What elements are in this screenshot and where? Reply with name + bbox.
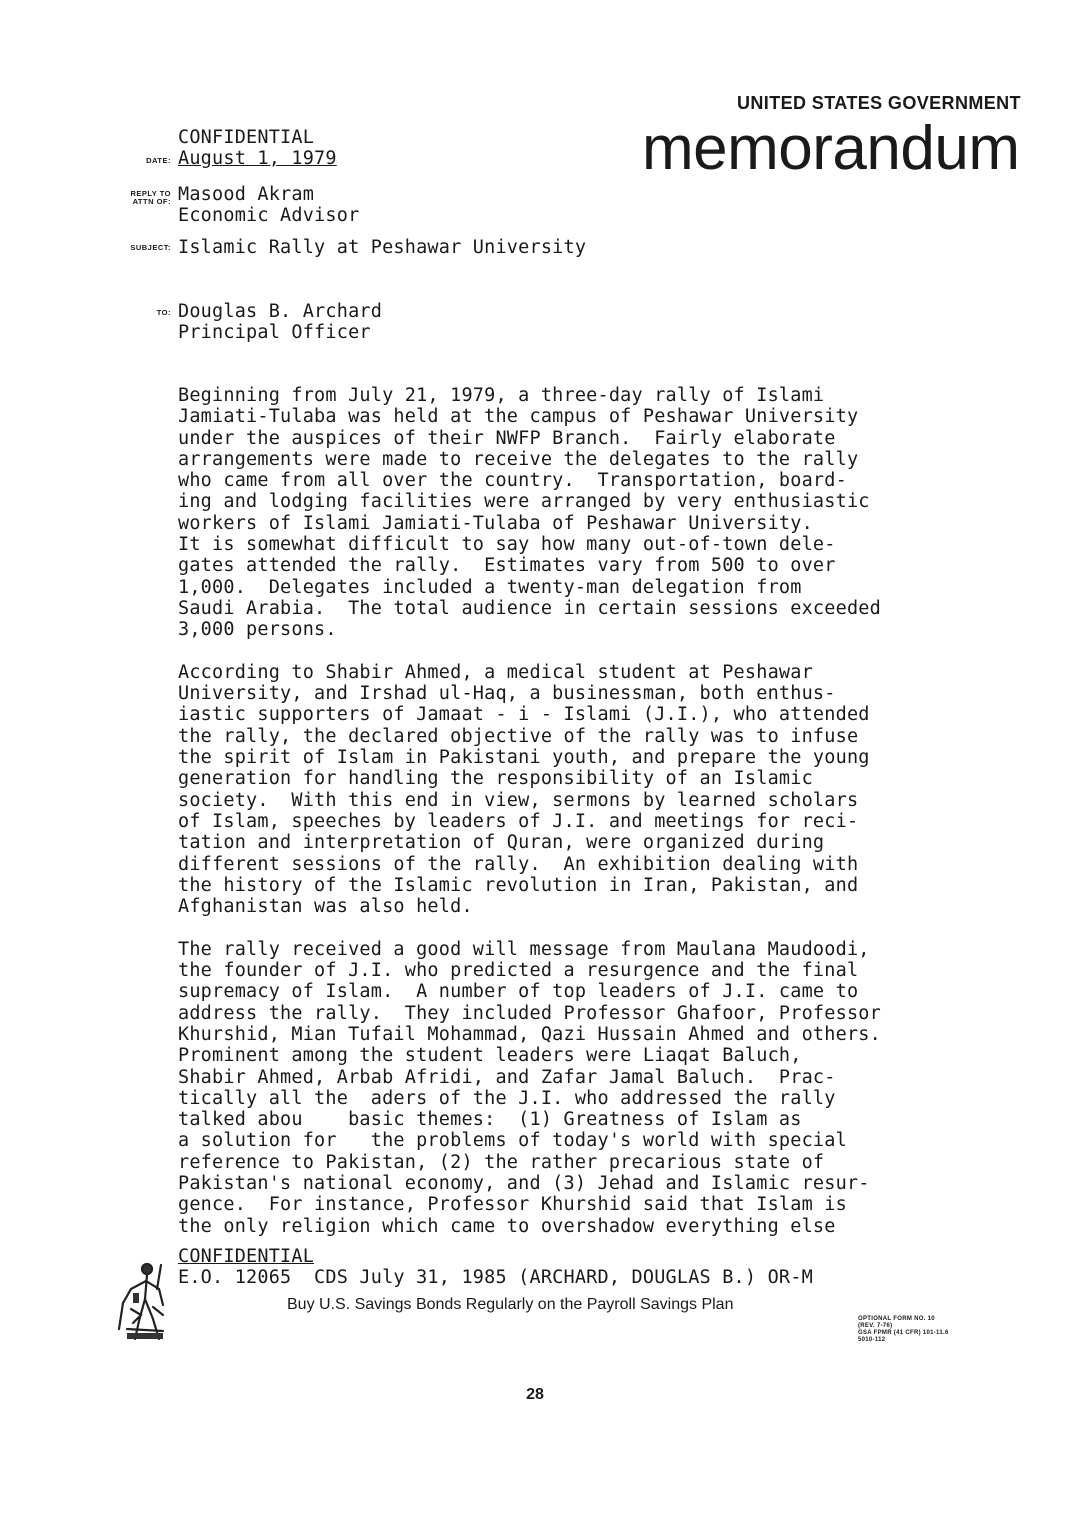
form-line: GSA FPMR (41 CFR) 101-11.6 (858, 1330, 949, 1336)
body-text-line: University, and Irshad ul-Haq, a businessman, both enthus- (178, 683, 836, 705)
body-text-line: generation for handling the responsibility of an Islamic (178, 768, 813, 790)
body-text-line: iastic supporters of Jamaat - i - Islami (J.I.), who attended (178, 704, 870, 726)
body-text-line: of Islam, speeches by leaders of J.I. and meetings for reci- (178, 810, 859, 832)
classification-top: CONFIDENTIAL (178, 127, 315, 148)
body-text-line: a solution for the problems of today's world with special (178, 1130, 847, 1152)
form-line: 5010-112 (858, 1337, 886, 1343)
to-label: TO: (156, 308, 171, 317)
body-text-line: tically all the aders of the J.I. who addressed the rally (178, 1087, 836, 1109)
body-text-line: Khurshid, Mian Tufail Mohammad, Qazi Hussain Ahmed and others. (178, 1023, 881, 1045)
form-line: (REV. 7-76) (858, 1323, 893, 1329)
subject-value: Islamic Rally at Peshawar University (178, 237, 587, 258)
reply-name: Masood Akram (178, 184, 315, 205)
reply-label-line-2: ATTN OF: (132, 197, 171, 206)
body-text-line: the only religion which came to overshadow everything else (178, 1215, 836, 1237)
body-text-line: The rally received a good will message from Maulana Maudoodi, (178, 938, 870, 960)
body-text-line: tation and interpretation of Quran, were organized during (178, 832, 825, 854)
body-text-line: the founder of J.I. who predicted a resurgence and the final (178, 960, 859, 982)
body-text-line: Pakistan's national economy, and (3) Jehad and Islamic resur- (178, 1172, 870, 1194)
body-text-line: address the rally. They included Professor Ghafoor, Professor (178, 1002, 881, 1024)
body-text-line: 1,000. Delegates included a twenty-man delegation from (178, 576, 802, 598)
date-value: August 1, 1979 (178, 148, 337, 169)
declassification-line: E.O. 12065 CDS July 31, 1985 (ARCHARD, DOUGLAS B.) OR-M (178, 1267, 813, 1288)
body-text-line: who came from all over the country. Transportation, board- (178, 470, 847, 492)
body-text-line (178, 917, 881, 938)
form-line: OPTIONAL FORM NO. 10 (858, 1316, 935, 1322)
body-text-line: Shabir Ahmed, Arbab Afridi, and Zafar Jamal Baluch. Prac- (178, 1066, 836, 1088)
body-text-line: talked abou basic themes: (1) Greatness of Islam as (178, 1109, 802, 1131)
body-text-line: society. With this end in view, sermons by learned scholars (178, 789, 859, 811)
body-text-line: arrangements were made to receive the delegates to the rally (178, 448, 859, 470)
savings-bonds-slogan: Buy U.S. Savings Bonds Regularly on the Payroll Savings Plan (287, 1296, 734, 1313)
body-text-line: the spirit of Islam in Pakistani youth, and prepare the young (178, 747, 870, 769)
body-text-line (178, 641, 881, 662)
body-text-line: different sessions of the rally. An exhibition dealing with (178, 853, 859, 875)
to-title: Principal Officer (178, 322, 371, 343)
reply-label-line-1: REPLY TO (130, 189, 171, 198)
body-text-line: Beginning from July 21, 1979, a three-day rally of Islami (178, 385, 825, 406)
reply-title: Economic Advisor (178, 205, 360, 226)
body-text-line: supremacy of Islam. A number of top leaders of J.I. came to (178, 981, 859, 1003)
body-text-line: reference to Pakistan, (2) the rather precarious state of (178, 1151, 825, 1173)
body-text-line: Prominent among the student leaders were Liaqat Baluch, (178, 1045, 802, 1067)
body-text-line: 3,000 persons. (178, 619, 337, 641)
body-text-line: workers of Islami Jamiati-Tulaba of Peshawar University. (178, 512, 813, 534)
classification-bottom: CONFIDENTIAL (178, 1246, 315, 1267)
body-text-line: the rally, the declared objective of the rally was to infuse (178, 725, 859, 747)
body-text-line: Saudi Arabia. The total audience in certain sessions exceeded (178, 597, 881, 619)
subject-label: SUBJECT: (130, 243, 171, 252)
body-text-line: under the auspices of their NWFP Branch. Fairly elaborate (178, 427, 836, 449)
body-text-line: Afghanistan was also held. (178, 896, 473, 918)
government-label: UNITED STATES GOVERNMENT (737, 93, 1021, 113)
body-text-line: gates attended the rally. Estimates vary from 500 to over (178, 555, 836, 577)
body-text-line: It is somewhat difficult to say how many out-of-town dele- (178, 534, 836, 556)
body-text-line: ing and lodging facilities were arranged by very enthusiastic (178, 491, 870, 513)
body-text-line: the history of the Islamic revolution in Iran, Pakistan, and (178, 874, 859, 896)
form-number-block (858, 1316, 949, 1344)
to-name: Douglas B. Archard (178, 301, 383, 322)
memorandum-title: memorandum (642, 114, 1020, 183)
body-text-line: According to Shabir Ahmed, a medical student at Peshawar (178, 661, 813, 683)
body-text-line: gence. For instance, Professor Khurshid said that Islam is (178, 1194, 847, 1216)
date-label: DATE: (146, 156, 171, 165)
page-number: 28 (526, 1386, 544, 1403)
minuteman-seal-icon (113, 1259, 175, 1343)
body-text-line: Jamiati-Tulaba was held at the campus of Peshawar University (178, 406, 859, 428)
memo-body (178, 385, 881, 1237)
